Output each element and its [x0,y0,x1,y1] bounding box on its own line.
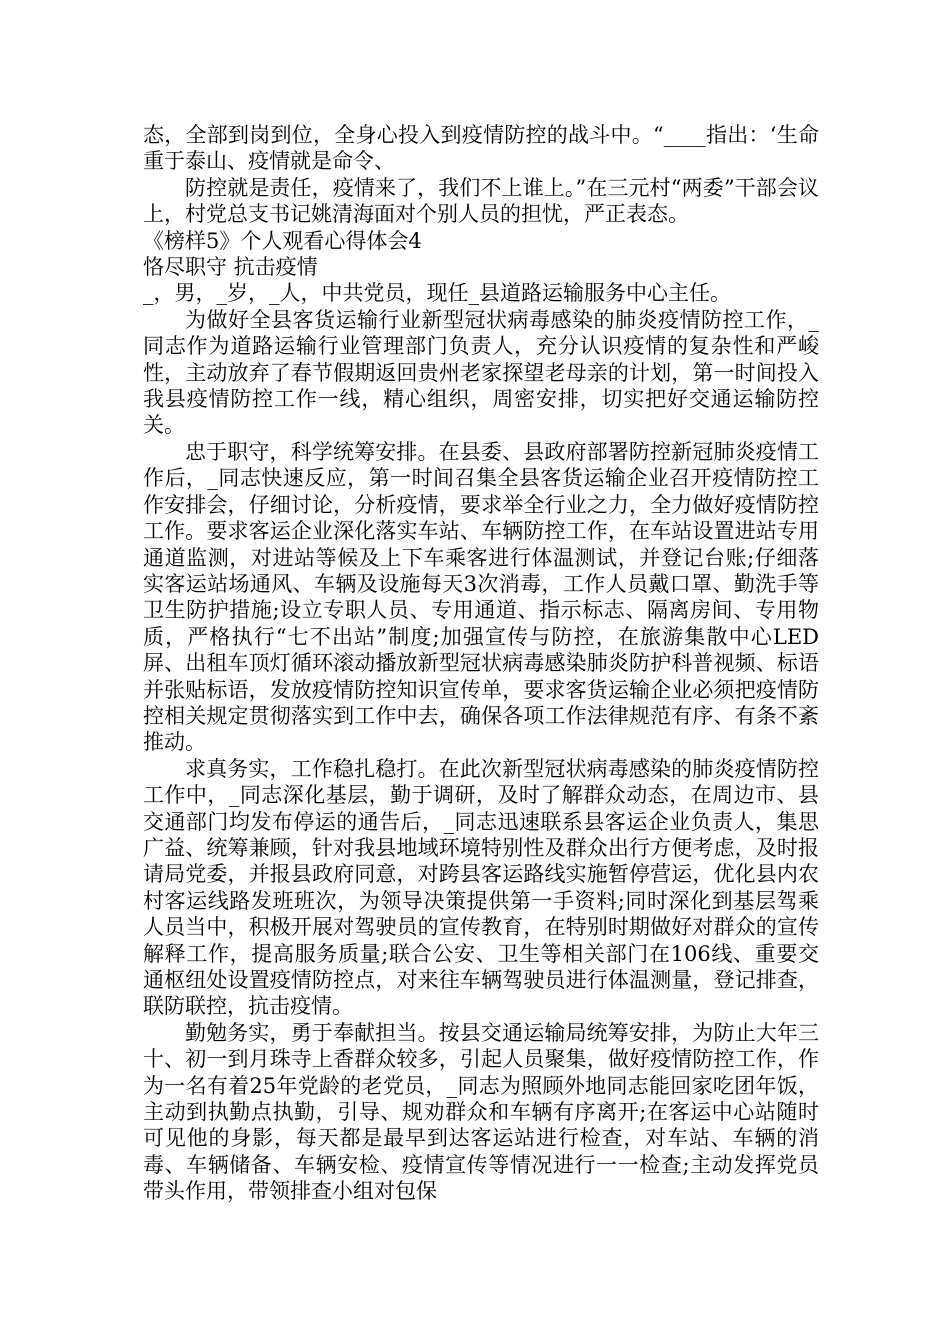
section-title: 《榜样5》个人观看心得体会4 [143,228,422,253]
document-body [143,122,819,1205]
paragraph-quote-end: 防控就是责任，疫情来了，我们不上谁上。”在三元村“两委”干部会议上，村党总支书记姚清海面对个别人员的担忧，严正表态。 [143,175,819,227]
person-intro: _，男，_岁，_人，中共党员，现任_县道路运输服务中心主任。 [143,281,731,306]
section-subtitle: 恪尽职守 抗击疫情 [143,255,318,280]
paragraph-continuation: 态，全部到岗到位，全身心投入到疫情防控的战斗中。“____指出：‘生命重于泰山、疫情就是命令、 [143,123,819,174]
paragraph-duty: 忠于职守，科学统筹安排。在县委、县政府部署防控新冠肺炎疫情工作后，_同志快速反应，第一时间召集全县客货运输企业召开疫情防控工作安排会，仔细讨论，分析疫情，要求举全行业之力，全力做好疫情防控工作。要求客运企业深化落实车站、车辆防控工作，在车站设置进站专用通道监测，对进站等候及上下车乘客进行体温测试，并登记台账;仔细落实客运站场通风、车辆及设施每天3次消毒，工作人员戴口罩、勤洗手等卫生防护措施;设立专职人员、专用通道、指示标志、隔离房间、专用物质，严格执行“七不出站”制度;加强宣传与防控，在旅游集散中心LED屏、出租车顶灯循环滚动播放新型冠状病毒感染肺炎防护科普视频、标语并张贴标语，发放疫情防控知识宣传单，要求客货运输企业必须把疫情防控相关规定贯彻落实到工作中去，确保各项工作法律规范有序、有条不紊推动。 [143,439,819,755]
paragraph-pragmatic: 求真务实，工作稳扎稳打。在此次新型冠状病毒感染的肺炎疫情防控工作中，_同志深化基层，勤于调研，及时了解群众动态，在周边市、县交通部门均发布停运的通告后，_同志迅速联系县客运企业负责人，集思广益、统筹兼顾，针对我县地域环境特别性及群众出行方便考虑，及时报请局党委，并报县政府同意，对跨县客运路线实施暂停营运，优化县内农村客运线路发班班次，为领导决策提供第一手资料;同时深化到基层驾乘人员当中，积极开展对驾驶员的宣传教育，在特别时期做好对群众的宣传解释工作，提高服务质量;联合公安、卫生等相关部门在106线、重要交通枢纽处设置疫情防控点，对来往车辆驾驶员进行体温测量，登记排查，联防联控，抗击疫情。 [143,756,819,1019]
paragraph-overview: 为做好全县客货运输行业新型冠状病毒感染的肺炎疫情防控工作，_同志作为道路运输行业管理部门负责人，充分认识疫情的复杂性和严峻性，主动放弃了春节假期返回贵州老家探望老母亲的计划，第一时间投入我县疫情防控工作一线，精心组织，周密安排，切实把好交通运输防控关。 [143,307,819,438]
paragraph-diligent: 勤勉务实，勇于奉献担当。按县交通运输局统筹安排，为防止大年三十、初一到月珠寺上香群众较多，引起人员聚集，做好疫情防控工作，作为一名有着25年党龄的老党员，_同志为照顾外地同志能回家吃团年饭，主动到执勤点执勤，引导、规劝群众和车辆有序离开;在客运中心站随时可见他的身影，每天都是最早到达客运站进行检查，对车站、车辆的消毒、车辆储备、车辆安检、疫情宣传等情况进行一一检查;主动发挥党员带头作用，带领排查小组对包保 [143,1020,819,1204]
